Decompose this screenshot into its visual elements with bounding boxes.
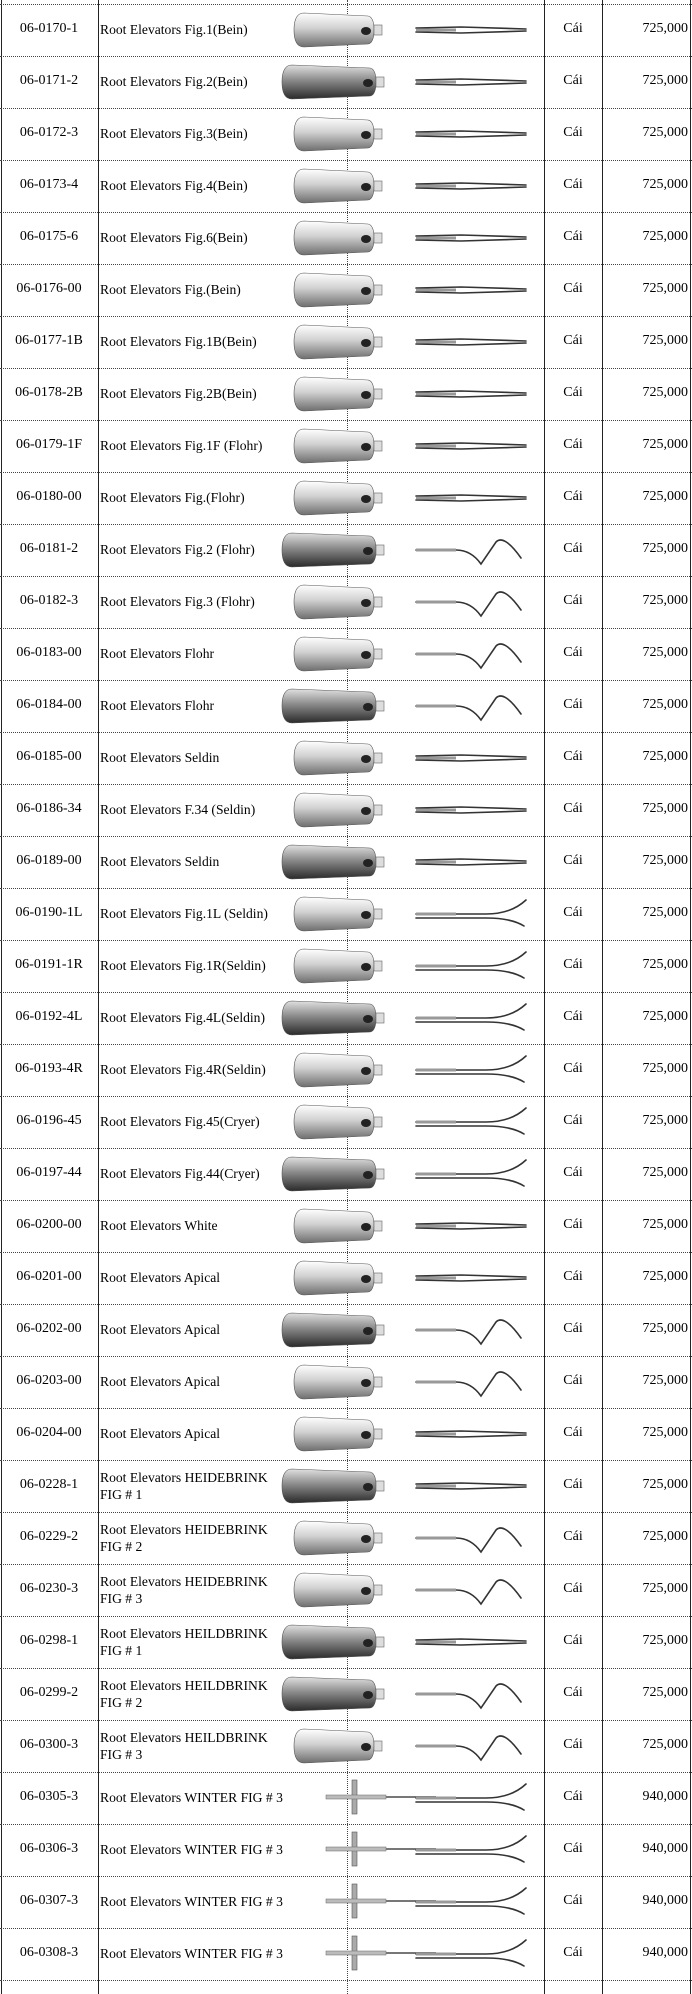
instrument-image <box>266 1672 546 1716</box>
instrument-image <box>266 1568 546 1612</box>
price-value: 940,000 <box>642 1789 688 1804</box>
table-row <box>0 732 692 784</box>
table-row <box>0 108 692 160</box>
product-code: 06-0180-00 <box>16 489 82 504</box>
product-code: 06-0229-2 <box>19 1529 79 1544</box>
instrument-image <box>266 164 546 208</box>
product-name: Root Elevators Apical <box>100 1270 221 1285</box>
price-value: 725,000 <box>642 333 688 348</box>
instrument-image <box>266 216 546 260</box>
product-name: Root Elevators Fig.(Flohr) <box>100 490 245 505</box>
unit-label: Cái <box>563 1009 583 1024</box>
instrument-illustration <box>266 164 546 208</box>
unit-label: Cái <box>563 1633 583 1648</box>
product-name: Root Elevators Fig.1L (Seldin) <box>100 906 268 921</box>
product-code: 06-0191-1R <box>15 957 83 972</box>
table-row <box>0 1408 692 1460</box>
product-name: Root Elevators HEIDEBRINK FIG # 3 <box>100 1574 268 1606</box>
instrument-illustration <box>266 892 546 936</box>
unit-label: Cái <box>563 853 583 868</box>
table-row <box>0 1252 692 1304</box>
instrument-illustration <box>266 112 546 156</box>
instrument-illustration <box>266 424 546 468</box>
product-code: 06-0189-00 <box>16 853 82 868</box>
table-row <box>0 56 692 108</box>
table-row <box>0 212 692 264</box>
instrument-image <box>266 1516 546 1560</box>
instrument-image <box>266 1256 546 1300</box>
instrument-illustration <box>266 684 546 728</box>
instrument-image <box>266 580 546 624</box>
instrument-image <box>266 996 546 1040</box>
table-row <box>0 1356 692 1408</box>
product-name: Root Elevators Seldin <box>100 750 220 765</box>
instrument-illustration <box>266 1620 546 1664</box>
instrument-illustration <box>266 1672 546 1716</box>
table-row <box>0 1824 692 1876</box>
unit-label: Cái <box>563 905 583 920</box>
price-value: 725,000 <box>642 1529 688 1544</box>
instrument-image <box>266 788 546 832</box>
product-code: 06-0228-1 <box>19 1477 79 1492</box>
instrument-image <box>266 1776 546 1820</box>
unit-label: Cái <box>563 125 583 140</box>
product-code: 06-0230-3 <box>19 1581 79 1596</box>
instrument-illustration <box>266 580 546 624</box>
table-row <box>0 1096 692 1148</box>
instrument-illustration <box>266 1880 546 1924</box>
product-code: 06-0307-3 <box>19 1893 79 1908</box>
instrument-image <box>266 736 546 780</box>
product-name: Root Elevators WINTER FIG # 3 <box>100 1894 283 1909</box>
instrument-illustration <box>266 1308 546 1352</box>
unit-label: Cái <box>563 1789 583 1804</box>
product-name: Root Elevators Apical <box>100 1374 221 1389</box>
product-name: Root Elevators Flohr <box>100 646 215 661</box>
unit-label: Cái <box>563 1737 583 1752</box>
instrument-illustration <box>266 476 546 520</box>
unit-label: Cái <box>563 177 583 192</box>
unit-label: Cái <box>563 21 583 36</box>
product-name: Root Elevators F.34 (Seldin) <box>100 802 256 817</box>
price-value: 725,000 <box>642 73 688 88</box>
price-value: 725,000 <box>642 1217 688 1232</box>
product-name: Root Elevators Fig.3 (Flohr) <box>100 594 255 609</box>
unit-label: Cái <box>563 1893 583 1908</box>
instrument-illustration <box>266 1516 546 1560</box>
price-value: 725,000 <box>642 1009 688 1024</box>
price-value: 725,000 <box>642 645 688 660</box>
instrument-illustration <box>266 1828 546 1872</box>
price-value: 940,000 <box>642 1841 688 1856</box>
instrument-image <box>266 1412 546 1456</box>
product-name: Root Elevators Fig.44(Cryer) <box>100 1166 260 1181</box>
table-row <box>0 680 692 732</box>
table-row <box>0 1668 692 1720</box>
table-row <box>0 160 692 212</box>
instrument-image <box>266 632 546 676</box>
instrument-image <box>266 8 546 52</box>
product-code: 06-0300-3 <box>19 1737 79 1752</box>
price-value: 725,000 <box>642 1633 688 1648</box>
product-code: 06-0298-1 <box>19 1633 79 1648</box>
product-name: Root Elevators Fig.2(Bein) <box>100 74 248 89</box>
table-row <box>0 1460 692 1512</box>
unit-label: Cái <box>563 489 583 504</box>
instrument-illustration <box>266 1724 546 1768</box>
instrument-illustration <box>266 8 546 52</box>
instrument-image <box>266 1308 546 1352</box>
instrument-image <box>266 1048 546 1092</box>
instrument-illustration <box>266 944 546 988</box>
unit-label: Cái <box>563 1217 583 1232</box>
price-value: 725,000 <box>642 21 688 36</box>
table-row <box>0 368 692 420</box>
unit-label: Cái <box>563 1113 583 1128</box>
product-code: 06-0181-2 <box>19 541 79 556</box>
instrument-illustration <box>266 216 546 260</box>
price-value: 725,000 <box>642 593 688 608</box>
unit-label: Cái <box>563 1581 583 1596</box>
instrument-illustration <box>266 736 546 780</box>
product-code: 06-0186-34 <box>16 801 82 816</box>
table-row <box>0 4 692 56</box>
product-name: Root Elevators Fig.(Bein) <box>100 282 241 297</box>
price-value: 725,000 <box>642 1321 688 1336</box>
instrument-illustration <box>266 1932 546 1976</box>
unit-label: Cái <box>563 1529 583 1544</box>
product-code: 06-0196-45 <box>16 1113 82 1128</box>
table-row <box>0 472 692 524</box>
product-name: Root Elevators HEIDEBRINK FIG # 2 <box>100 1522 268 1554</box>
table-row <box>0 1304 692 1356</box>
instrument-illustration <box>266 788 546 832</box>
price-value: 725,000 <box>642 229 688 244</box>
product-name: Root Elevators WINTER FIG # 3 <box>100 1946 283 1961</box>
unit-label: Cái <box>563 1269 583 1284</box>
price-value: 940,000 <box>642 1893 688 1908</box>
table-row <box>0 888 692 940</box>
price-value: 725,000 <box>642 1425 688 1440</box>
unit-label: Cái <box>563 1841 583 1856</box>
instrument-illustration <box>266 1256 546 1300</box>
instrument-image <box>266 1828 546 1872</box>
product-code: 06-0299-2 <box>19 1685 79 1700</box>
product-code: 06-0177-1B <box>15 333 83 348</box>
table-row <box>0 836 692 888</box>
instrument-image <box>266 944 546 988</box>
product-name: Root Elevators Apical <box>100 1322 221 1337</box>
product-code: 06-0175-6 <box>19 229 79 244</box>
product-name: Root Elevators Fig.4R(Seldin) <box>100 1062 266 1077</box>
instrument-image <box>266 840 546 884</box>
product-name: Root Elevators Fig.1R(Seldin) <box>100 958 266 973</box>
product-name: Root Elevators HEIDEBRINK FIG # 1 <box>100 1470 268 1502</box>
instrument-illustration <box>266 528 546 572</box>
instrument-illustration <box>266 996 546 1040</box>
price-value: 725,000 <box>642 1581 688 1596</box>
product-code: 06-0176-00 <box>16 281 82 296</box>
product-code: 06-0193-4R <box>15 1061 83 1076</box>
unit-label: Cái <box>563 749 583 764</box>
product-name: Root Elevators Fig.4L(Seldin) <box>100 1010 265 1025</box>
instrument-illustration <box>266 320 546 364</box>
table-row <box>0 264 692 316</box>
table-row <box>0 1616 692 1668</box>
product-name: Root Elevators Fig.45(Cryer) <box>100 1114 260 1129</box>
table-row <box>0 1720 692 1772</box>
product-code: 06-0203-00 <box>16 1373 82 1388</box>
unit-label: Cái <box>563 541 583 556</box>
unit-label: Cái <box>563 1425 583 1440</box>
table-row <box>0 420 692 472</box>
instrument-illustration <box>266 632 546 676</box>
instrument-image <box>266 1152 546 1196</box>
instrument-image <box>266 372 546 416</box>
product-name: Root Elevators Seldin <box>100 854 220 869</box>
product-name: Root Elevators Fig.3(Bein) <box>100 126 248 141</box>
product-code: 06-0200-00 <box>16 1217 82 1232</box>
price-value: 725,000 <box>642 437 688 452</box>
product-code: 06-0185-00 <box>16 749 82 764</box>
price-value: 725,000 <box>642 1061 688 1076</box>
product-name: Root Elevators WINTER FIG # 3 <box>100 1842 283 1857</box>
product-code: 06-0179-1F <box>15 437 83 452</box>
product-name: Root Elevators Apical <box>100 1426 221 1441</box>
instrument-illustration <box>266 60 546 104</box>
product-name: Root Elevators HEILDBRINK FIG # 2 <box>100 1678 268 1710</box>
unit-label: Cái <box>563 73 583 88</box>
table-row <box>0 1044 692 1096</box>
product-name: Root Elevators Fig.2 (Flohr) <box>100 542 255 557</box>
instrument-image <box>266 1932 546 1976</box>
unit-label: Cái <box>563 1685 583 1700</box>
price-value: 725,000 <box>642 385 688 400</box>
instrument-image <box>266 320 546 364</box>
price-value: 725,000 <box>642 1113 688 1128</box>
instrument-illustration <box>266 840 546 884</box>
instrument-illustration <box>266 1100 546 1144</box>
product-name: Root Elevators Fig.6(Bein) <box>100 230 248 245</box>
product-name: Root Elevators WINTER FIG # 3 <box>100 1790 283 1805</box>
product-code: 06-0173-4 <box>19 177 79 192</box>
table-row <box>0 1200 692 1252</box>
product-name: Root Elevators Flohr <box>100 698 215 713</box>
product-name: Root Elevators Fig.1F (Flohr) <box>100 438 263 453</box>
unit-label: Cái <box>563 801 583 816</box>
unit-label: Cái <box>563 229 583 244</box>
unit-label: Cái <box>563 1321 583 1336</box>
price-value: 725,000 <box>642 697 688 712</box>
product-name: Root Elevators HEILDBRINK FIG # 3 <box>100 1730 268 1762</box>
price-value: 725,000 <box>642 749 688 764</box>
instrument-image <box>266 528 546 572</box>
price-value: 725,000 <box>642 489 688 504</box>
price-value: 725,000 <box>642 905 688 920</box>
product-name: Root Elevators Fig.1(Bein) <box>100 22 248 37</box>
product-code: 06-0184-00 <box>16 697 82 712</box>
product-name: Root Elevators White <box>100 1218 218 1233</box>
product-code: 06-0308-3 <box>19 1945 79 1960</box>
product-code: 06-0306-3 <box>19 1841 79 1856</box>
unit-label: Cái <box>563 333 583 348</box>
table-row <box>0 992 692 1044</box>
product-code: 06-0171-2 <box>19 73 79 88</box>
unit-label: Cái <box>563 1945 583 1960</box>
instrument-image <box>266 424 546 468</box>
product-code: 06-0170-1 <box>19 21 79 36</box>
instrument-image <box>266 476 546 520</box>
product-code: 06-0183-00 <box>16 645 82 660</box>
unit-label: Cái <box>563 697 583 712</box>
product-name: Root Elevators HEILDBRINK FIG # 1 <box>100 1626 268 1658</box>
table-row <box>0 628 692 680</box>
instrument-image <box>266 60 546 104</box>
instrument-image <box>266 892 546 936</box>
product-code: 06-0204-00 <box>16 1425 82 1440</box>
price-value: 725,000 <box>642 177 688 192</box>
table-row <box>0 524 692 576</box>
price-value: 725,000 <box>642 1685 688 1700</box>
instrument-image <box>266 268 546 312</box>
instrument-illustration <box>266 372 546 416</box>
table-row <box>0 316 692 368</box>
unit-label: Cái <box>563 1373 583 1388</box>
instrument-image <box>266 684 546 728</box>
instrument-image <box>266 1724 546 1768</box>
instrument-illustration <box>266 1360 546 1404</box>
product-code: 06-0192-4L <box>15 1009 83 1024</box>
instrument-image <box>266 1360 546 1404</box>
product-code: 06-0190-1L <box>15 905 83 920</box>
product-code: 06-0172-3 <box>19 125 79 140</box>
product-name: Root Elevators Fig.2B(Bein) <box>100 386 257 401</box>
price-value: 725,000 <box>642 801 688 816</box>
instrument-image <box>266 1880 546 1924</box>
table-row <box>0 576 692 628</box>
product-name: Root Elevators Fig.4(Bein) <box>100 178 248 193</box>
instrument-image <box>266 112 546 156</box>
unit-label: Cái <box>563 645 583 660</box>
table-row <box>0 1876 692 1928</box>
instrument-illustration <box>266 1152 546 1196</box>
product-name: Root Elevators Fig.1B(Bein) <box>100 334 257 349</box>
instrument-image <box>266 1464 546 1508</box>
price-value: 725,000 <box>642 853 688 868</box>
instrument-illustration <box>266 1776 546 1820</box>
unit-label: Cái <box>563 593 583 608</box>
unit-label: Cái <box>563 1165 583 1180</box>
unit-label: Cái <box>563 1061 583 1076</box>
instrument-image <box>266 1204 546 1248</box>
unit-label: Cái <box>563 957 583 972</box>
instrument-illustration <box>266 1568 546 1612</box>
price-value: 725,000 <box>642 1165 688 1180</box>
price-value: 725,000 <box>642 957 688 972</box>
table-row <box>0 1928 692 1980</box>
table-row <box>0 1564 692 1616</box>
row-border <box>0 1980 692 1981</box>
product-code: 06-0305-3 <box>19 1789 79 1804</box>
price-value: 725,000 <box>642 125 688 140</box>
unit-label: Cái <box>563 281 583 296</box>
unit-label: Cái <box>563 437 583 452</box>
instrument-image <box>266 1100 546 1144</box>
instrument-image <box>266 1620 546 1664</box>
instrument-illustration <box>266 1204 546 1248</box>
product-code: 06-0201-00 <box>16 1269 82 1284</box>
product-code: 06-0182-3 <box>19 593 79 608</box>
price-value: 725,000 <box>642 541 688 556</box>
price-value: 940,000 <box>642 1945 688 1960</box>
instrument-illustration <box>266 1412 546 1456</box>
table-row <box>0 1772 692 1824</box>
unit-label: Cái <box>563 385 583 400</box>
price-value: 725,000 <box>642 1477 688 1492</box>
instrument-illustration <box>266 268 546 312</box>
product-code: 06-0202-00 <box>16 1321 82 1336</box>
product-code: 06-0178-2B <box>15 385 83 400</box>
price-value: 725,000 <box>642 1373 688 1388</box>
instrument-illustration <box>266 1464 546 1508</box>
price-value: 725,000 <box>642 281 688 296</box>
table-row <box>0 784 692 836</box>
price-value: 725,000 <box>642 1737 688 1752</box>
table-row <box>0 940 692 992</box>
unit-label: Cái <box>563 1477 583 1492</box>
table-row <box>0 1512 692 1564</box>
instrument-illustration <box>266 1048 546 1092</box>
product-code: 06-0197-44 <box>16 1165 82 1180</box>
table-row <box>0 1148 692 1200</box>
price-value: 725,000 <box>642 1269 688 1284</box>
